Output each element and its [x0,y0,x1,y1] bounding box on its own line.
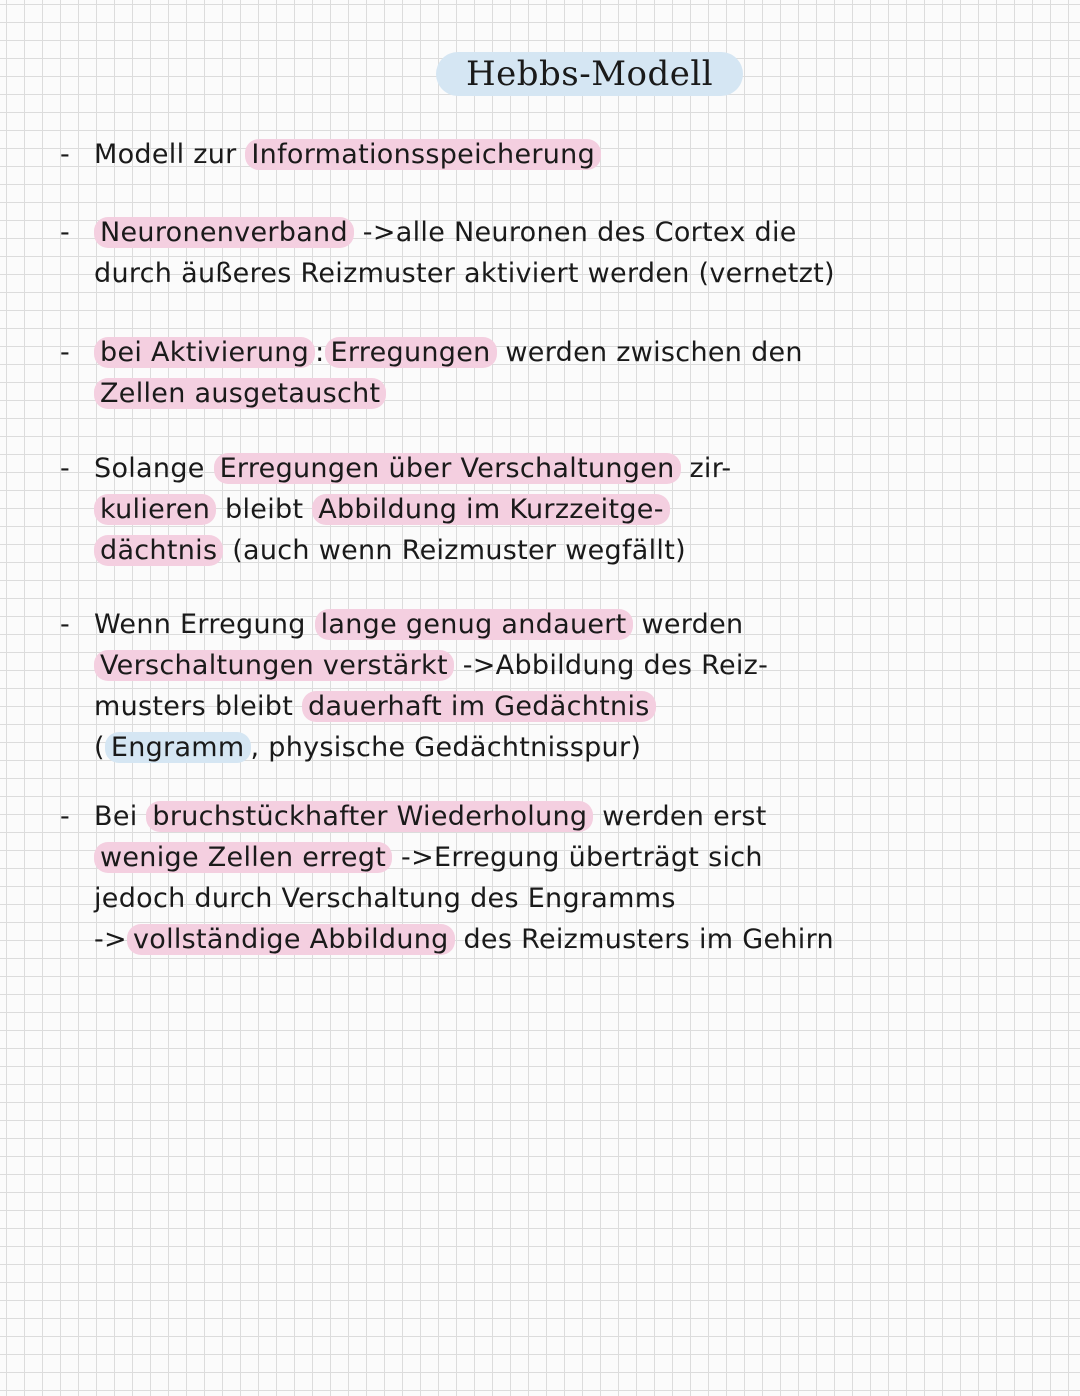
highlight-text: Neuronenverband [94,217,354,248]
bullet-dash: - [60,801,71,832]
note-text: zir- [680,453,732,484]
note-item-solange [60,448,1050,571]
highlight-text: Informationsspeicherung [245,139,601,170]
page-title: Hebbs-Modell [436,52,743,96]
note-line [60,645,1050,686]
note-item-model [60,134,1050,175]
note-text: : [315,337,325,368]
highlight-text: Erregungen über Verschaltungen [214,453,681,484]
note-line [60,604,1050,645]
highlight-text: Zellen ausgetauscht [94,378,386,409]
note-line [60,373,1050,414]
bullet-dash: - [60,217,71,248]
highlight-text-blue: Engramm [105,732,251,763]
highlight-text: dächtnis [94,535,223,566]
note-item-wenn [60,604,1050,768]
note-line [60,686,1050,727]
note-text: Solange [94,453,214,484]
note-line [60,530,1050,571]
note-text: ( [94,732,105,763]
note-text: , physische Gedächtnisspur) [250,732,642,763]
note-line [60,878,1050,919]
note-text: werden [632,609,744,640]
bullet-dash: - [60,337,71,368]
bullet-dash: - [60,453,71,484]
note-line [60,837,1050,878]
bullet-dash: - [60,609,71,640]
note-line [60,919,1050,960]
note-line [60,796,1050,837]
note-text: bleibt [216,494,313,525]
note-text: ->alle Neuronen des Cortex die [353,217,797,248]
note-line [60,253,1050,294]
bullet-dash: - [60,139,71,170]
note-line [60,727,1050,768]
highlight-text: bei Aktivierung [94,337,315,368]
note-text: ->Abbildung des Reiz- [453,650,769,681]
note-text: Wenn Erregung [94,609,315,640]
note-item-neuronenverband [60,212,1050,294]
highlight-text: kulieren [94,494,216,525]
note-line [60,489,1050,530]
note-line [60,448,1050,489]
highlight-text: wenige Zellen erregt [94,842,392,873]
note-text: (auch wenn Reizmuster wegfällt) [223,535,686,566]
note-item-bruchstueck [60,796,1050,960]
highlight-text: dauerhaft im Gedächtnis [302,691,656,722]
highlight-text: Abbildung im Kurzzeitge- [312,494,670,525]
note-line [60,212,1050,253]
note-text: durch äußeres Reizmuster aktiviert werden (vernetzt) [94,258,835,289]
note-text: Modell zur [94,139,246,170]
note-text: Bei [94,801,147,832]
note-text: werden erst [593,801,767,832]
highlight-text: bruchstückhafter Wiederholung [146,801,593,832]
note-text: -> [94,924,127,955]
note-text: werden zwischen den [496,337,803,368]
highlight-text: lange genug andauert [315,609,633,640]
highlight-text: vollständige Abbildung [127,924,455,955]
highlight-text: Verschaltungen verstärkt [94,650,454,681]
note-line [60,332,1050,373]
note-text: des Reizmusters im Gehirn [454,924,834,955]
highlight-text: Erregungen [325,337,497,368]
note-text: ->Erregung überträgt sich [392,842,763,873]
note-line [60,134,1050,175]
note-text: musters bleibt [94,691,302,722]
note-item-aktivierung [60,332,1050,414]
note-text: jedoch durch Verschaltung des Engramms [94,883,676,914]
